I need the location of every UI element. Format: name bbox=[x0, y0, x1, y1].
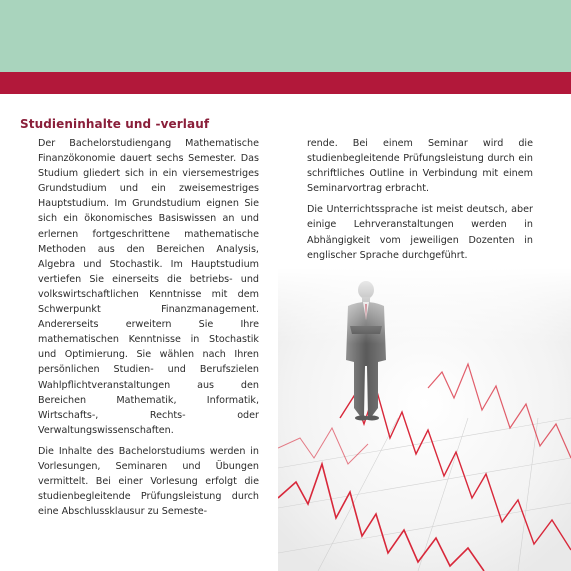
businessman-chart-photo bbox=[278, 268, 571, 571]
section-heading: Studieninhalte und -verlauf bbox=[20, 117, 210, 131]
accent-color-band bbox=[0, 72, 571, 94]
paragraph: Die Unterrichtssprache ist meist deutsch, aber einige Lehrveranstaltungen werden in Abhängigkeit vom jeweiligen Dozenten in englischer Sprache durchgeführt. bbox=[307, 204, 533, 261]
top-color-band bbox=[0, 0, 571, 72]
paragraph: Der Bachelorstudiengang Mathematische Finanzökonomie dauert sechs Semester. Das Studium gliedert sich in ein viersemestriges Grundstudium und ein zweisemestriges Hauptstudium. Im Grundstudium eignen Sie sich ein ökonomisches Basiswissen an und erlernen fortgeschrittene mathematische Methoden aus den Bereichen Analysis, Algebra und Stochastik. Im Hauptstudium vertiefen Sie einerseits die betriebs- und volkswirtschaftlichen Kenntnisse mit dem Schwerpunkt Finanzmanagement. Andererseits erweitern Sie Ihre mathematischen Kenntnisse in Stochastik und Optimierung. Sie wählen nach Ihren persönlichen Studien- und Berufszielen Wahlpflichtveranstaltungen aus den Bereichen Mathematik, Informatik, Wirtschafts-, Rechts- oder Verwaltungswissenschaften. bbox=[38, 138, 259, 436]
left-text-column bbox=[38, 136, 259, 525]
right-text-column bbox=[307, 136, 533, 269]
paragraph: rende. Bei einem Seminar wird die studienbegleitende Prüfungsleistung durch ein schriftliches Outline in Verbindung mit einem Seminarvortrag erbracht. bbox=[307, 138, 533, 195]
photo-top-fade bbox=[278, 268, 571, 571]
paragraph: Die Inhalte des Bachelorstudiums werden in Vorlesungen, Seminaren und Übungen vermittelt. Bei einer Vorlesung erfolgt die studienbegleitende Prüfungsleistung durch eine Abschlussklausur zu Semeste- bbox=[38, 445, 259, 518]
